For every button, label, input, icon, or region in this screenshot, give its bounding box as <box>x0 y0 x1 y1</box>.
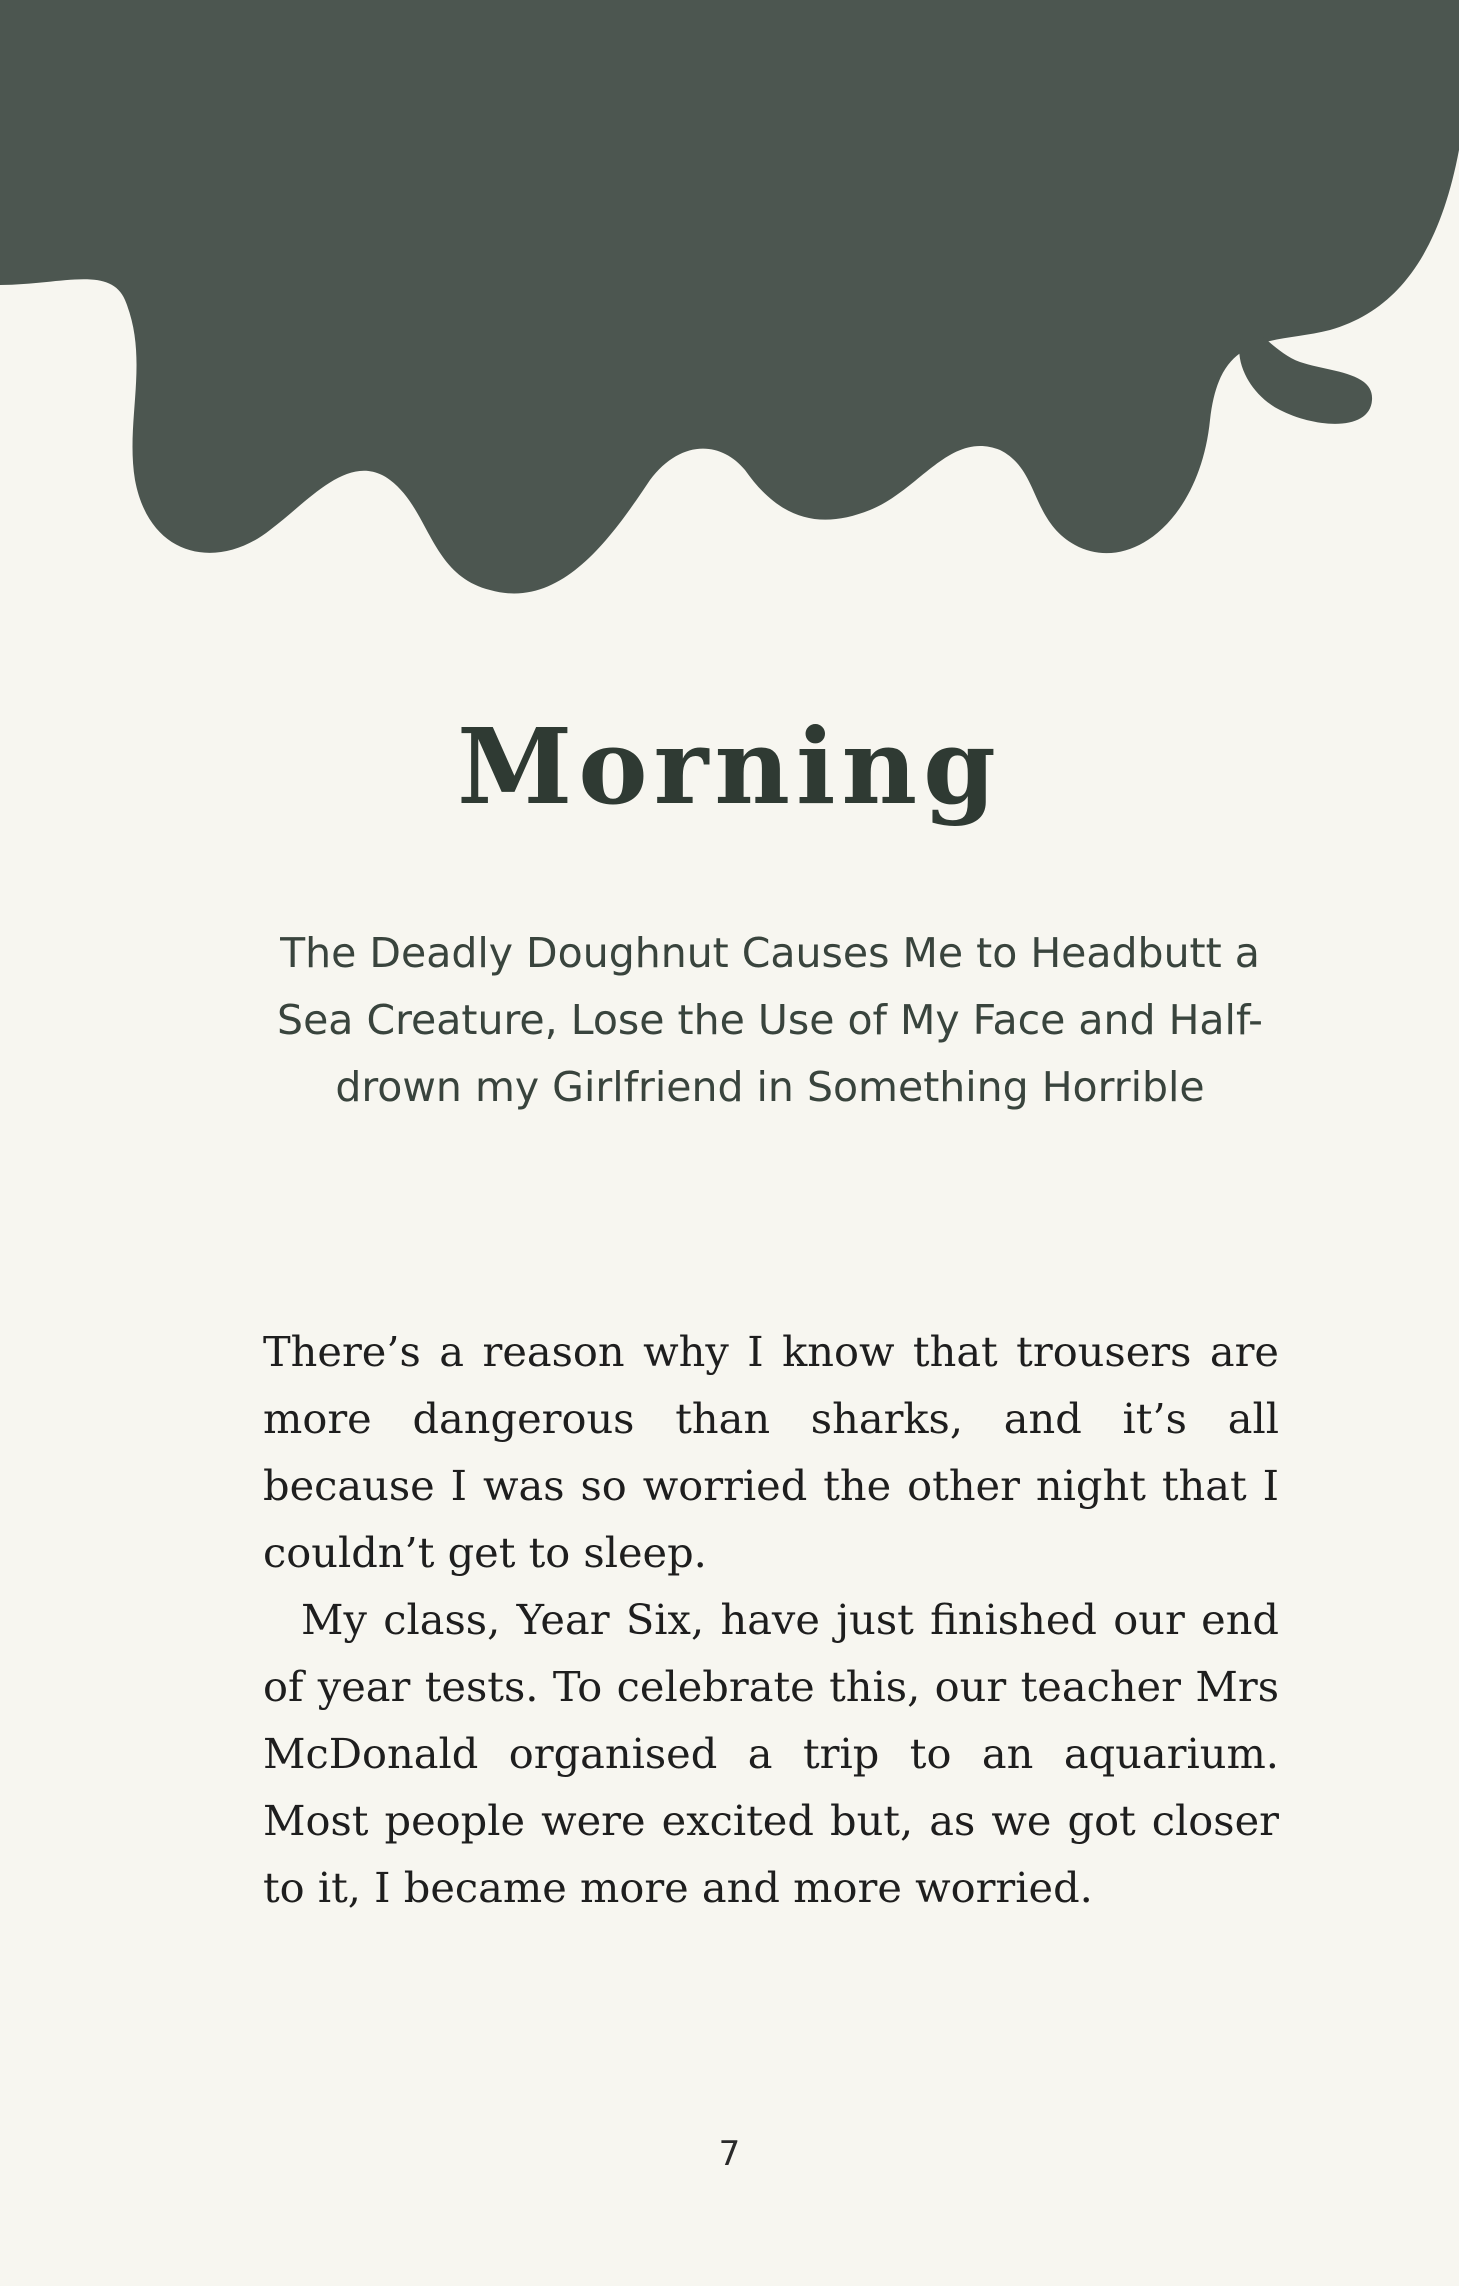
slime-drip-decoration <box>0 0 1459 640</box>
page-number: 7 <box>718 2134 741 2174</box>
chapter-subtitle: The Deadly Doughnut Causes Me to Headbutt a Sea Creature, Lose the Use of My Face and Half-drown my Girlfriend in Something Horrible <box>277 929 1263 1111</box>
body-text <box>263 1318 1279 1921</box>
slime-droplet-shape <box>1239 332 1372 424</box>
paragraph: There’s a reason why I know that trousers are more dangerous than sharks, and it’s all because I was so worried the other night that I couldn’t get to sleep. <box>263 1327 1279 1577</box>
slime-drip-shape <box>0 0 1459 593</box>
chapter-title: Morning <box>457 705 1002 828</box>
paragraph: My class, Year Six, have just finished our end of year tests. To celebrate this, our teacher Mrs McDonald organised a trip to an aquarium. Most people were excited but, as we got closer to it, I became more and more worried. <box>263 1595 1279 1912</box>
